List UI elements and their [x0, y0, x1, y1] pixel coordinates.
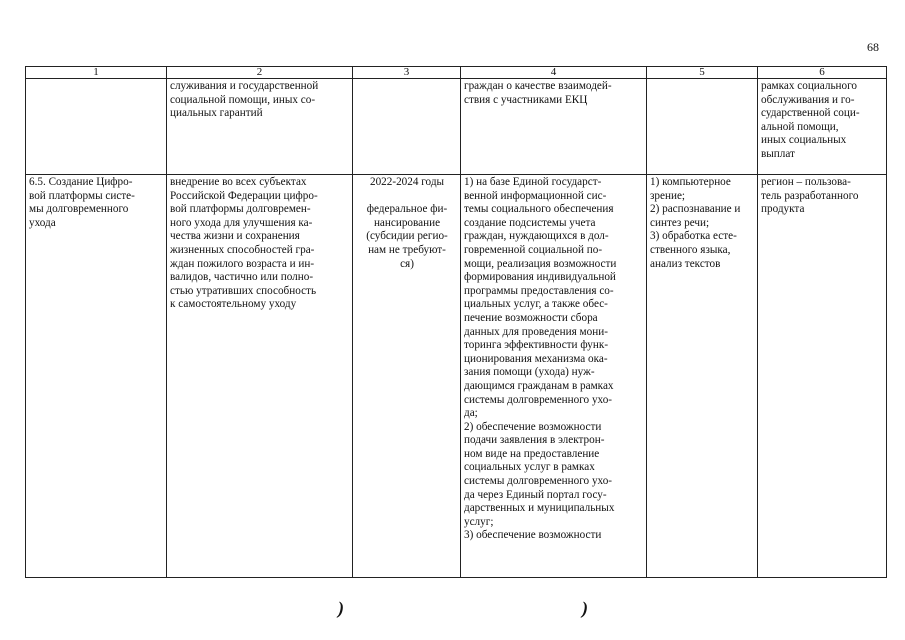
technologies-cell: 1) компьютерное зрение; 2) распознавание и синтез речи; 3) обработка есте- ственного языка, анализ текстов	[647, 175, 758, 578]
header-cell-3: 3	[353, 67, 461, 79]
page-number: 68	[867, 40, 879, 54]
footer-mark: )	[582, 598, 588, 618]
header-cell-5: 5	[647, 67, 758, 79]
cont-cell-5	[647, 79, 758, 175]
document-table	[25, 66, 887, 578]
header-cell-4: 4	[461, 67, 647, 79]
cont-cell-2: служивания и государственной социальной помощи, иных со- циальных гарантий	[167, 79, 353, 175]
notes-cell: регион – пользова- тель разработанного продукта	[758, 175, 887, 578]
table-row	[26, 175, 887, 578]
footer-mark: )	[338, 598, 344, 618]
timeline-funding-cell: 2022-2024 годы федеральное фи- нансирование (субсидии регио- нам не требуют- ся)	[353, 175, 461, 578]
cont-cell-1	[26, 79, 167, 175]
results-cell: 1) на базе Единой государст- венной информационной сис- темы социального обеспечения создание подсистемы учета граждан, нуждающихся в дол- говременной социальной по- мощи, реализация возможности формирования индивидуальной программы предоставления со- циальных услуг, а также обес- печение возможности сбора данных для проведения мони- торинга эффективности функ- ционирования механизма ока- зания помощи (ухода) нуж- дающимся гражданам в рамках системы долговременного ухо- да; 2) обеспечение возможности подачи заявления в электрон- ном виде на предоставление социальных услуг в рамках системы долговременного ухо- да через Единый портал госу- дарственных и муниципальных услуг; 3) обеспечение возможности	[461, 175, 647, 578]
table-row	[26, 79, 887, 175]
cont-cell-4: граждан о качестве взаимодей- ствия с участниками ЕКЦ	[461, 79, 647, 175]
header-cell-1: 1	[26, 67, 167, 79]
table-header-row	[26, 67, 887, 79]
cont-cell-3	[353, 79, 461, 175]
measure-title-cell: 6.5. Создание Цифро- вой платформы систе- мы долговременного ухода	[26, 175, 167, 578]
cont-cell-6: рамках социального обслуживания и го- сударственной соци- альной помощи, иных социальных выплат	[758, 79, 887, 175]
header-cell-6: 6	[758, 67, 887, 79]
header-cell-2: 2	[167, 67, 353, 79]
measure-description-cell: внедрение во всех субъектах Российской Федерации цифро- вой платформы долговремен- ного ухода для улучшения ка- чества жизни и сохранения жизненных способностей гра- ждан пожилого возраста и ин- валидов, частично или полно- стью утративших способность к самостоятельному уходу	[167, 175, 353, 578]
